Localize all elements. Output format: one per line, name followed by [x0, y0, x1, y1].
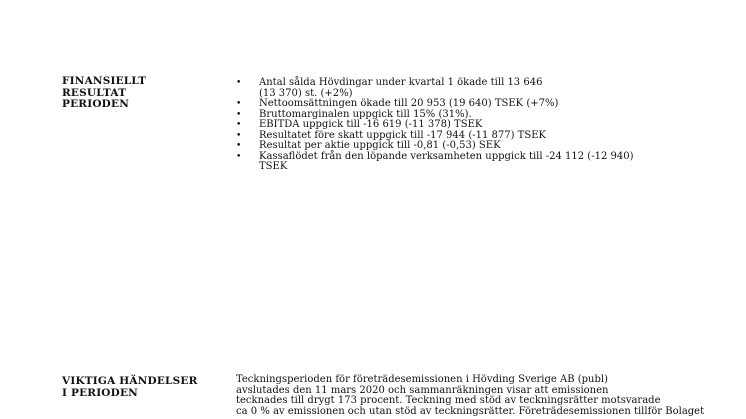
list-item-continuation: (13 370) st. (+2%): [259, 87, 353, 99]
bullet-icon: •: [236, 109, 242, 120]
heading-line: VIKTIGA HÄNDELSER: [62, 375, 198, 387]
list-item-text: Kassaflödet från den löpande verksamheten uppgick till -24 112 (-12 940): [259, 150, 634, 162]
paragraph-line: tecknades till drygt 173 procent. Teckning med stöd av teckningsrätter motsvarade: [236, 395, 661, 407]
list-item-text: EBITDA uppgick till -16 619 (-11 378) TSEK: [259, 119, 483, 130]
list-item-continuation: TSEK: [259, 161, 288, 172]
bullet-icon: •: [236, 120, 242, 130]
list-item-text: Resultatet före skatt uppgick till -17 944 (-11 877) TSEK: [259, 129, 546, 141]
heading-line: FINANSIELLT: [62, 75, 147, 87]
list-item-text: Antal sålda Hövdingar under kvartal 1 ökade till 13 646: [259, 77, 543, 88]
paragraph-line: Teckningsperioden för företrädesemissionen i Hövding Sverige AB (publ): [236, 374, 608, 385]
list-item: [236, 78, 676, 99]
list-item: [236, 152, 676, 173]
bullet-icon: •: [236, 141, 242, 151]
heading-line: PERIODEN: [62, 98, 129, 110]
financial-results-list: [236, 78, 676, 173]
heading-viktiga-handelser: [62, 376, 198, 399]
list-item-text: Resultat per aktie uppgick till -0,81 (-0,53) SEK: [259, 140, 501, 151]
list-item-text: Bruttomarginalen uppgick till 15% (31%).: [259, 108, 472, 120]
heading-line: I PERIODEN: [62, 386, 138, 399]
paragraph-line-cut-off: ca 0 % av emissionen och utan stöd av teckningsrätter. Företrädesemissionen tillför Bolaget: [236, 406, 705, 418]
bullet-icon: •: [236, 151, 242, 162]
bullet-icon: •: [236, 99, 242, 109]
heading-line: RESULTAT: [62, 86, 127, 99]
list-item-text: Nettoomsättningen ökade till 20 953 (19 640) TSEK (+7%): [259, 98, 559, 109]
bullet-icon: •: [236, 78, 242, 88]
bullet-icon: •: [236, 130, 242, 141]
paragraph-line: avslutades den 11 mars 2020 och sammanräkningen visar att emissionen: [236, 384, 609, 396]
heading-finansiellt-resultat: [62, 76, 146, 111]
events-paragraph: [236, 374, 706, 418]
